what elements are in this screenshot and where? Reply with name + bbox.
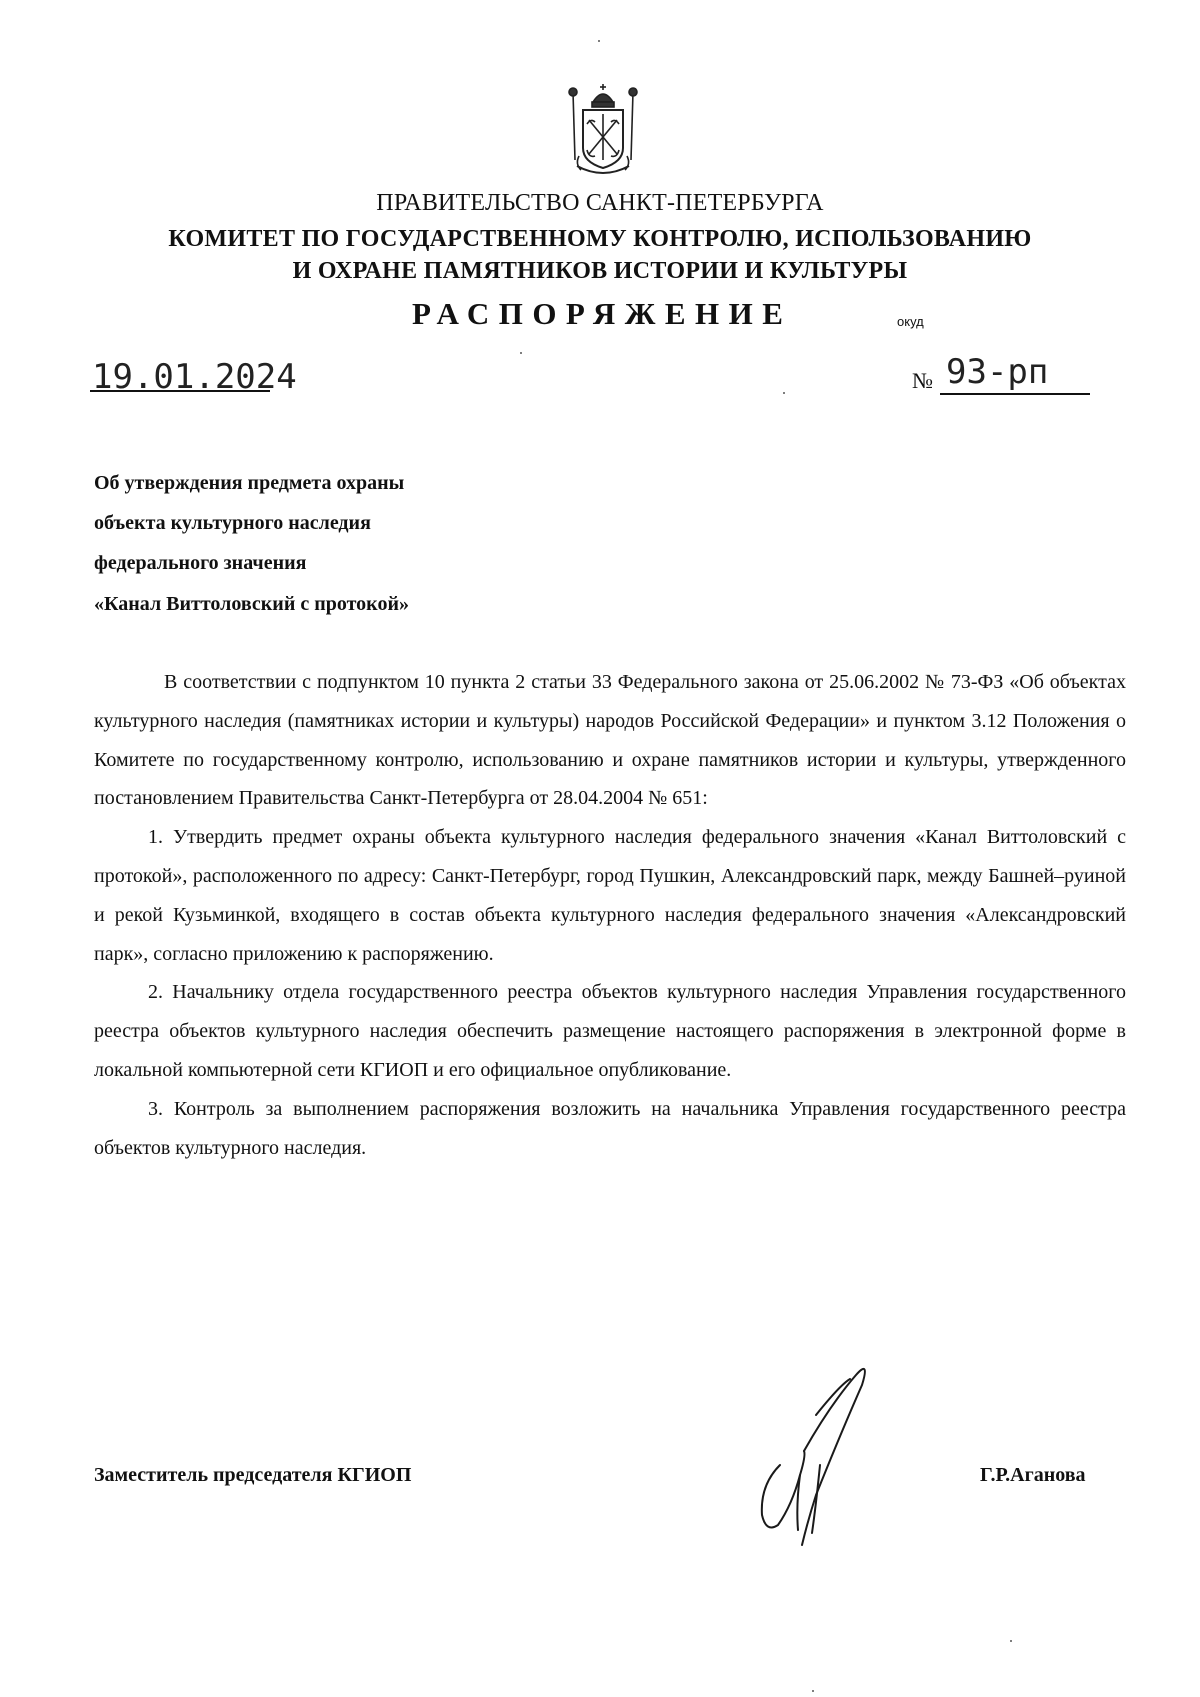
title-line: федерального значения bbox=[94, 552, 307, 574]
coat-of-arms-icon bbox=[565, 80, 641, 180]
scan-speck bbox=[598, 40, 600, 42]
signatory-name: Г.Р.Аганова bbox=[980, 1464, 1086, 1486]
number-label: № bbox=[912, 368, 933, 393]
document-number: 93-рп bbox=[946, 352, 1049, 392]
scan-speck bbox=[520, 352, 522, 354]
date-underline bbox=[90, 390, 270, 392]
government-name: ПРАВИТЕЛЬСТВО САНКТ-ПЕТЕРБУРГА bbox=[376, 190, 824, 216]
preamble-paragraph: В соответствии с подпунктом 10 пункта 2 статьи 33 Федерального закона от 25.06.2002 № 73-ФЗ «Об объектах культурного наследия (памятниках истории и культуры) народов Российской Федерации» и пунктом 3.12 Положения о Комитете по государственному контролю, использованию и охране памятников истории и культуры, утвержденного постановлением Правительства Санкт-Петербурга от 28.04.2004 № 651: bbox=[94, 671, 1126, 810]
scan-speck bbox=[1010, 1640, 1012, 1642]
item-1-paragraph: 1. Утвердить предмет охраны объекта культурного наследия федерального значения «Канал Виттоловский с протокой», расположенного по адресу: Санкт-Петербург, город Пушкин, Александровский парк, между Башней–руиной и рекой Кузьминкой, входящего в состав объекта культурного наследия федерального значения «Александровский парк», согласно приложению к распоряжению. bbox=[94, 826, 1126, 965]
document-body bbox=[94, 663, 1126, 1167]
title-line: Об утверждения предмета охраны bbox=[94, 472, 405, 494]
committee-name-line2: И ОХРАНЕ ПАМЯТНИКОВ ИСТОРИИ И КУЛЬТУРЫ bbox=[292, 258, 908, 284]
number-underline bbox=[940, 393, 1090, 395]
scan-speck bbox=[812, 1690, 814, 1692]
item-3-paragraph: 3. Контроль за выполнением распоряжения возложить на начальника Управления государственного реестра объектов культурного наследия. bbox=[94, 1097, 1126, 1159]
title-line: объекта культурного наследия bbox=[94, 512, 371, 534]
committee-name-line1: КОМИТЕТ ПО ГОСУДАРСТВЕННОМУ КОНТРОЛЮ, ИСПОЛЬЗОВАНИЮ bbox=[168, 226, 1032, 252]
item-2-paragraph: 2. Начальнику отдела государственного реестра объектов культурного наследия Управления государственного реестра объектов культурного наследия обеспечить размещение настоящего распоряжения в электронной форме в локальной компьютерной сети КГИОП и его официальное опубликование. bbox=[94, 981, 1126, 1081]
okud-label: окуд bbox=[897, 314, 924, 329]
title-line: «Канал Виттоловский с протокой» bbox=[94, 593, 409, 615]
document-date: 19.01.2024 bbox=[92, 357, 297, 397]
handwritten-signature-icon bbox=[720, 1355, 880, 1555]
document-type: РАСПОРЯЖЕНИЕ bbox=[412, 296, 793, 331]
signatory-position: Заместитель председателя КГИОП bbox=[94, 1464, 412, 1486]
scan-speck bbox=[783, 392, 785, 394]
